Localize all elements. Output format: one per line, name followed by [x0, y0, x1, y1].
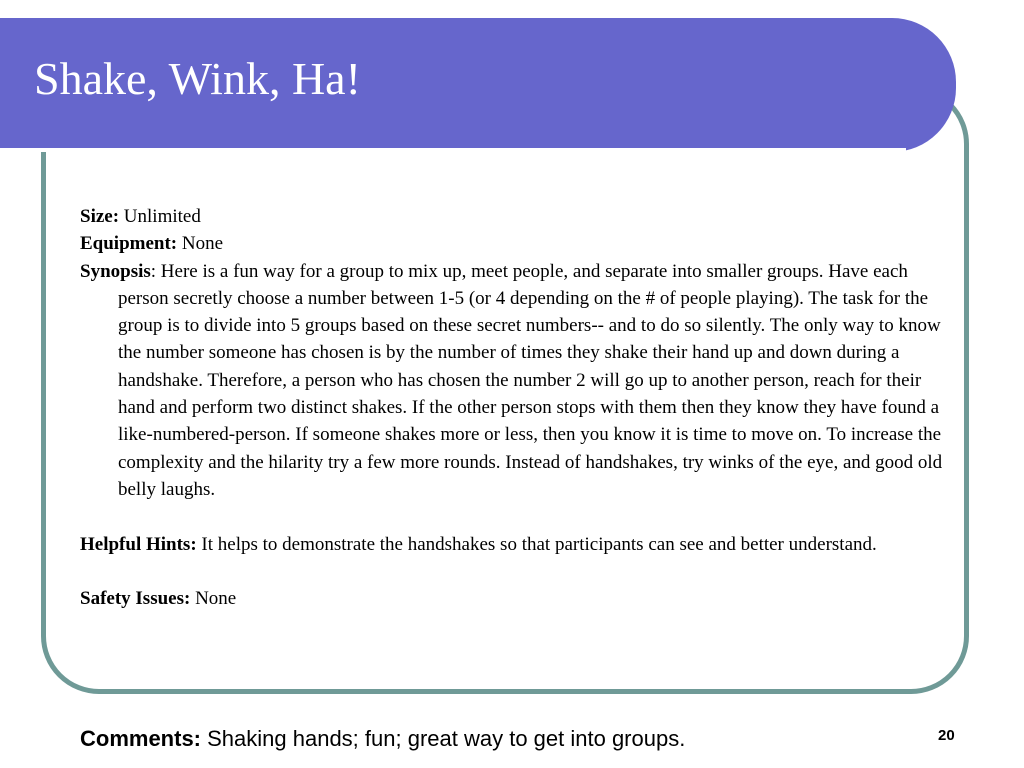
slide-body [80, 203, 948, 612]
slide-title: Shake, Wink, Ha! [34, 53, 361, 104]
helpful-hints-paragraph [80, 531, 948, 558]
synopsis-paragraph [80, 258, 948, 504]
size-line [80, 203, 948, 230]
synopsis-text: : Here is a fun way for a group to mix up, meet people, and separate into smaller groups. Have each person secretly choose a number between 1-5 (or 4 depending on the # of people playing). The task for the group is to divide into 5 groups based on these secret numbers-- and to do so silently. The only way to know the number someone has chosen is by the number of times they shake their hand up and down during a handshake. Therefore, a person who has chosen the number 2 will go up to another person, reach for their hand and perform two distinct shakes. If the other person stops with them then they know they have found a like-numbered-person. If someone shakes more or less, then you know it is time to move on. To increase the complexity and the hilarity try a few more rounds. Instead of handshakes, try winks of the eye, and good old belly laughs. [118, 260, 943, 500]
comments-text: Shaking hands; fun; great way to get into groups. [201, 726, 686, 751]
safety-issues-line [80, 585, 948, 612]
title-underline [0, 148, 906, 152]
synopsis-label: Synopsis [80, 260, 151, 282]
safety-issues-value: None [190, 588, 237, 610]
size-label: Size: [80, 206, 120, 227]
comments-label: Comments: [80, 726, 202, 751]
helpful-hints-text: It helps to demonstrate the handshakes so that participants can see and better understand. [196, 533, 877, 555]
equipment-label: Equipment: [80, 233, 178, 255]
footer-comments [80, 725, 685, 753]
slide-number: 20 [938, 727, 955, 744]
equipment-value: None [177, 233, 224, 255]
safety-issues-label: Safety Issues: [80, 588, 191, 610]
equipment-line [80, 230, 948, 257]
helpful-hints-label: Helpful Hints: [80, 533, 197, 555]
size-value: Unlimited [119, 206, 201, 227]
